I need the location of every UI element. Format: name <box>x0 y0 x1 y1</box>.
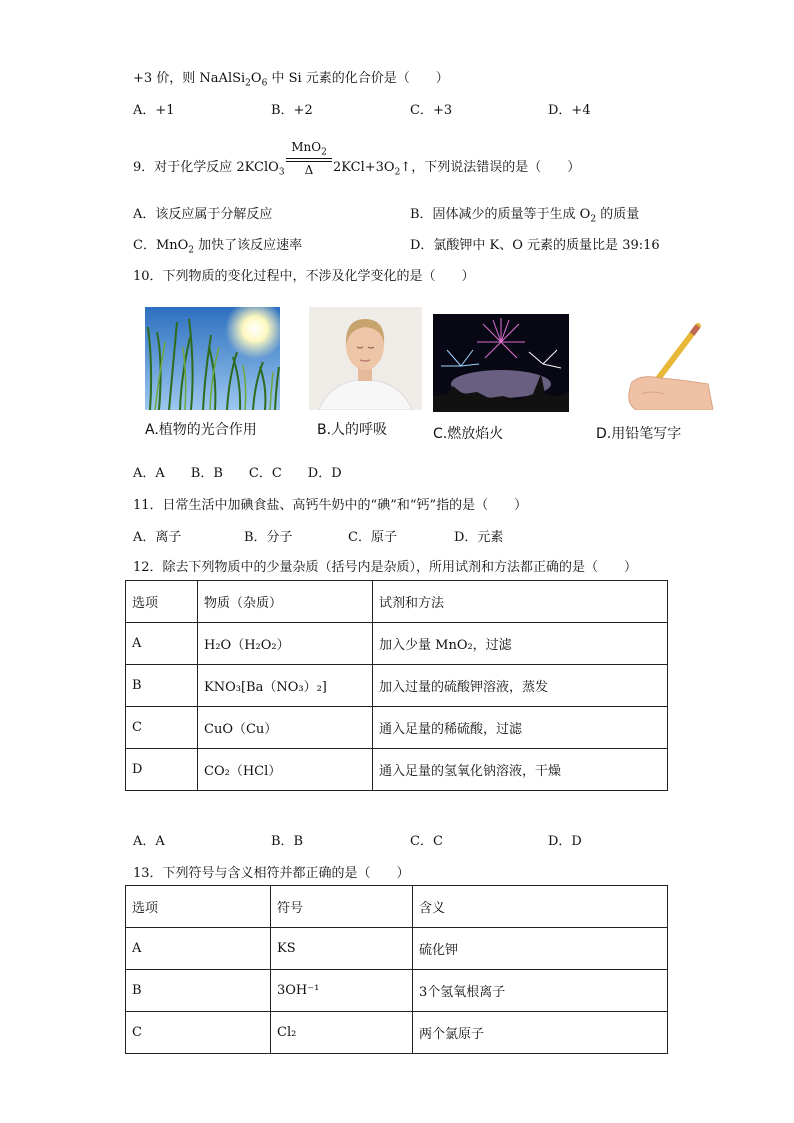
q10-caption-c: C.燃放焰火 <box>433 426 504 442</box>
table-cell: A <box>126 623 198 665</box>
q9-stem-right: $2KCl+3O_2↑$，下列说法错误的是（ ） <box>333 160 581 178</box>
table-cell: B <box>126 970 271 1012</box>
q10-caption-a: A.植物的光合作用 <box>145 422 257 438</box>
q10-stem: 10．下列物质的变化过程中，不涉及化学变化的是（ ） <box>133 269 475 284</box>
photosynthesis-image <box>145 307 280 410</box>
table-cell: H₂O（H₂O₂） <box>198 623 373 665</box>
table-row <box>126 928 668 970</box>
table-row <box>126 665 668 707</box>
q8-stem: +3 价，则 $NaAlSi_2O_6$ 中 Si 元素的化合价是（ ） <box>133 71 449 89</box>
q11-option-c: C．原子 <box>348 530 397 545</box>
breathing-person-image <box>309 307 422 410</box>
table-cell: 加入过量的硫酸钾溶液，蒸发 <box>373 665 668 707</box>
q10-caption-b: B.人的呼吸 <box>317 422 388 438</box>
q9-option-b: B．固体减少的质量等于生成 $O_2$ 的质量 <box>410 207 640 225</box>
q8-option-c: C．+3 <box>410 103 453 118</box>
table-row <box>126 1012 668 1054</box>
table-cell: C <box>126 707 198 749</box>
table-header-cell: 含义 <box>413 886 668 928</box>
table-cell: 硫化钾 <box>413 928 668 970</box>
q9-heat-symbol: Δ <box>304 163 314 178</box>
q9-reaction-condition <box>286 140 332 177</box>
fireworks-image <box>433 314 569 412</box>
q8-option-a: A．+1 <box>133 103 175 118</box>
q13-table <box>125 885 668 1054</box>
q9-option-d: D．氯酸钾中 K、O 元素的质量比是 39:16 <box>410 238 660 253</box>
q12-option-b: B．B <box>271 834 304 849</box>
table-cell: 3OH⁻¹ <box>271 970 413 1012</box>
q9-stem-left: 9．对于化学反应 2KClO$_3$ <box>133 160 285 178</box>
table-row <box>126 623 668 665</box>
table-cell: CuO（Cu） <box>198 707 373 749</box>
table-row <box>126 707 668 749</box>
table-cell: KS <box>271 928 413 970</box>
table-cell: D <box>126 749 198 791</box>
table-header-cell: 选项 <box>126 581 198 623</box>
table-header-cell: 符号 <box>271 886 413 928</box>
table-cell: 加入少量 MnO₂，过滤 <box>373 623 668 665</box>
table-header-cell: 物质（杂质） <box>198 581 373 623</box>
q9-option-a: A．该反应属于分解反应 <box>133 207 273 222</box>
q9-catalyst: MnO$_2$ <box>291 140 327 158</box>
table-cell: A <box>126 928 271 970</box>
table-row <box>126 749 668 791</box>
table-cell: 通入足量的稀硫酸，过滤 <box>373 707 668 749</box>
q12-option-a: A．A <box>133 834 165 849</box>
table-cell: 通入足量的氢氧化钠溶液，干燥 <box>373 749 668 791</box>
q8-option-b: B．+2 <box>271 103 313 118</box>
q12-table <box>125 580 668 791</box>
table-cell: 3个氢氧根离子 <box>413 970 668 1012</box>
table-cell: KNO₃[Ba（NO₃）₂] <box>198 665 373 707</box>
pencil-writing-image <box>612 322 713 410</box>
table-cell: 两个氯原子 <box>413 1012 668 1054</box>
q12-option-c: C．C <box>410 834 443 849</box>
q9-equal-sign <box>286 158 332 162</box>
table-row <box>126 970 668 1012</box>
table-cell: B <box>126 665 198 707</box>
table-cell: CO₂（HCl） <box>198 749 373 791</box>
q8-option-d: D．+4 <box>548 103 591 118</box>
q9-option-c: C．MnO$_2$ 加快了该反应速率 <box>133 238 303 256</box>
q11-option-a: A．离子 <box>133 530 182 545</box>
q10-caption-d: D.用铅笔写字 <box>596 426 682 442</box>
q10-options: A．A B．B C．C D．D <box>133 466 342 481</box>
table-header-row <box>126 581 668 623</box>
table-cell: C <box>126 1012 271 1054</box>
q11-option-d: D．元素 <box>454 530 504 545</box>
table-header-cell: 试剂和方法 <box>373 581 668 623</box>
q12-option-d: D．D <box>548 834 582 849</box>
q11-stem: 11．日常生活中加碘食盐、高钙牛奶中的“碘”和“钙”指的是（ ） <box>133 498 528 513</box>
q12-stem: 12．除去下列物质中的少量杂质（括号内是杂质），所用试剂和方法都正确的是（ ） <box>133 560 638 575</box>
q11-option-b: B．分子 <box>244 530 293 545</box>
table-header-cell: 选项 <box>126 886 271 928</box>
table-cell: Cl₂ <box>271 1012 413 1054</box>
q13-stem: 13．下列符号与含义相符并都正确的是（ ） <box>133 866 410 881</box>
table-header-row <box>126 886 668 928</box>
